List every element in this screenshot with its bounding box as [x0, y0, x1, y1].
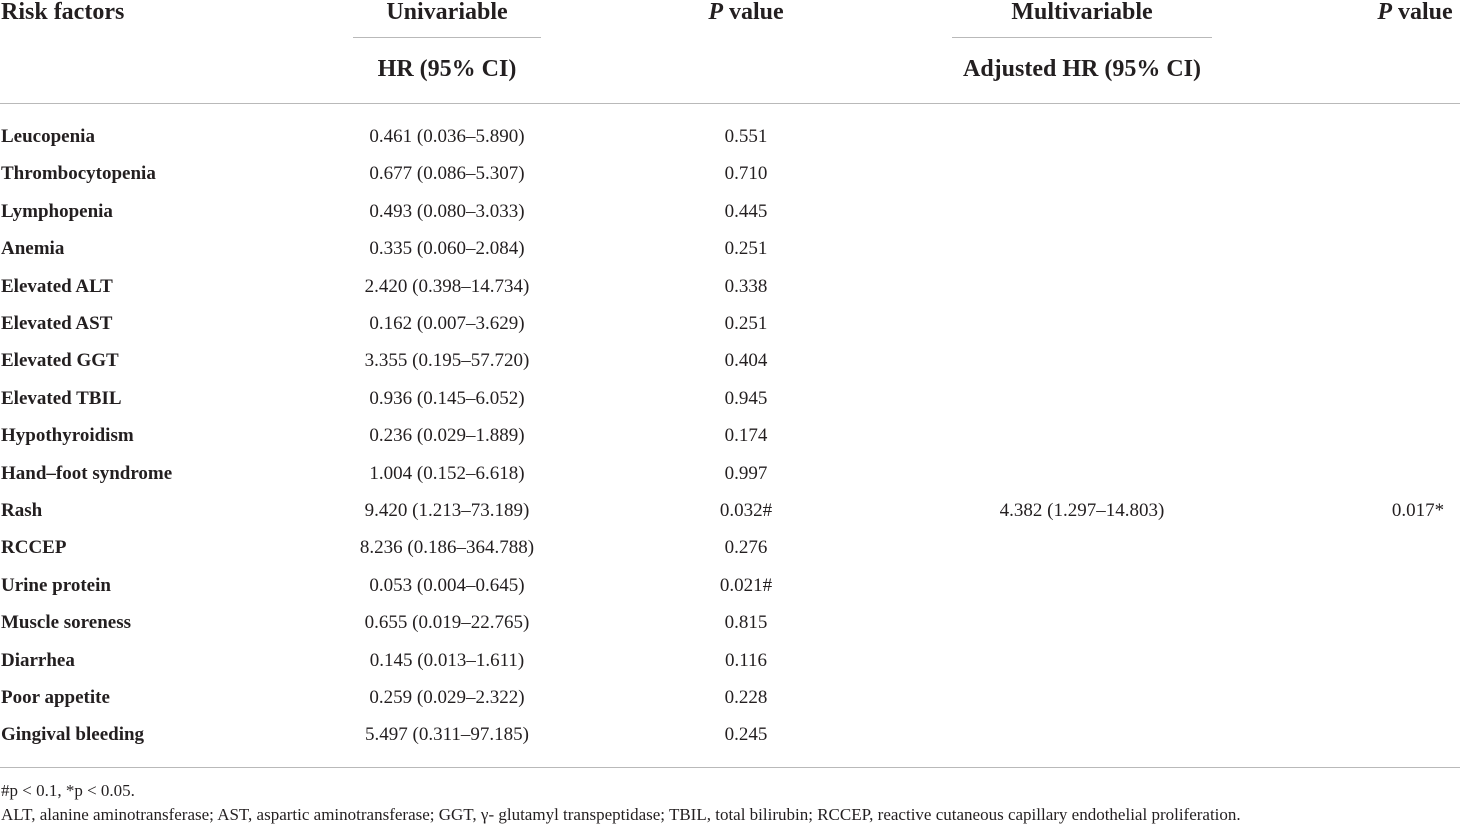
risk-factor-label: Leucopenia	[1, 126, 95, 147]
risk-factor-label: Gingival bleeding	[1, 724, 145, 745]
table-row	[0, 417, 1460, 454]
p-value-univariable: 0.276	[724, 537, 768, 558]
p-value-univariable: 0.251	[724, 238, 768, 259]
p-value-univariable: 0.116	[724, 650, 768, 671]
table-row	[0, 604, 1460, 641]
p-value-multivariable: 0.017*	[1391, 500, 1445, 521]
footnote-abbreviations: ALT, alanine aminotransferase; AST, aspartic aminotransferase; GGT, γ- glutamyl transpeptidase; TBIL, total bilirubin; RCCEP, reactive cutaneous capillary endothelial proliferation.	[1, 805, 1241, 824]
table-row	[0, 380, 1460, 417]
hr-ci-value: 0.145 (0.013–1.611)	[369, 650, 525, 671]
header-p-value-multivariable	[1360, 0, 1460, 24]
p-symbol: P	[708, 0, 723, 25]
table-row	[0, 268, 1460, 305]
hr-ci-value: 1.004 (0.152–6.618)	[369, 463, 525, 484]
header-risk-factors: Risk factors	[1, 0, 125, 25]
p-value-univariable: 0.710	[724, 163, 768, 184]
table-row	[0, 679, 1460, 716]
table-row	[0, 529, 1460, 566]
p-value-univariable: 0.404	[724, 350, 768, 371]
table-row	[0, 155, 1460, 192]
table-row	[0, 567, 1460, 604]
hr-ci-value: 0.677 (0.086–5.307)	[369, 163, 525, 184]
adjusted-hr-ci-value: 4.382 (1.297–14.803)	[999, 500, 1165, 521]
p-value-univariable: 0.032#	[719, 500, 773, 521]
header-p-value-univariable	[690, 0, 802, 24]
hr-ci-value: 9.420 (1.213–73.189)	[364, 500, 530, 521]
table-row	[0, 193, 1460, 230]
risk-factor-label: Elevated GGT	[1, 350, 119, 371]
p-value-univariable: 0.445	[724, 201, 768, 222]
bottom-rule	[0, 767, 1460, 768]
p-value-univariable: 0.174	[724, 425, 768, 446]
p-value-univariable: 0.551	[724, 126, 768, 147]
table-row	[0, 305, 1460, 342]
hr-ci-value: 0.655 (0.019–22.765)	[364, 612, 530, 633]
risk-factor-label: Muscle soreness	[1, 612, 131, 633]
p-value-univariable: 0.228	[724, 687, 768, 708]
hr-ci-value: 0.493 (0.080–3.033)	[369, 201, 525, 222]
hr-ci-value: 0.053 (0.004–0.645)	[369, 575, 525, 596]
header-hr-ci: HR (95% CI)	[377, 56, 517, 82]
risk-factor-label: Elevated ALT	[1, 276, 113, 297]
hr-ci-value: 8.236 (0.186–364.788)	[359, 537, 535, 558]
risk-factor-label: Thrombocytopenia	[1, 163, 156, 184]
table-row	[0, 342, 1460, 379]
risk-factor-label: Urine protein	[1, 575, 111, 596]
p-value-univariable: 0.997	[724, 463, 768, 484]
risk-factor-label: Elevated AST	[1, 313, 113, 334]
table-row	[0, 716, 1460, 753]
hr-ci-value: 5.497 (0.311–97.185)	[365, 724, 529, 745]
table-row	[0, 492, 1460, 529]
p-value-univariable: 0.338	[724, 276, 768, 297]
hr-ci-value: 0.259 (0.029–2.322)	[369, 687, 525, 708]
table-row	[0, 230, 1460, 267]
table-row	[0, 642, 1460, 679]
p-value-word: value	[1392, 0, 1453, 25]
p-value-univariable: 0.021#	[719, 575, 773, 596]
p-value-univariable: 0.251	[724, 313, 768, 334]
risk-factor-label: Elevated TBIL	[1, 388, 122, 409]
hr-ci-value: 0.162 (0.007–3.629)	[369, 313, 525, 334]
risk-factor-label: RCCEP	[1, 537, 67, 558]
header-rule	[0, 103, 1460, 104]
risk-factor-label: Anemia	[1, 238, 65, 259]
header-multivariable: Multivariable	[1011, 0, 1153, 25]
p-value-word: value	[723, 0, 784, 25]
risk-factor-label: Diarrhea	[1, 650, 75, 671]
univariable-underline	[353, 37, 541, 38]
risk-factor-label: Rash	[1, 500, 43, 521]
hr-ci-value: 3.355 (0.195–57.720)	[364, 350, 530, 371]
table-row	[0, 118, 1460, 155]
multivariable-underline	[952, 37, 1212, 38]
hr-ci-value: 0.335 (0.060–2.084)	[369, 238, 525, 259]
p-value-univariable: 0.945	[724, 388, 768, 409]
p-value-univariable: 0.815	[724, 612, 768, 633]
p-value-univariable: 0.245	[724, 724, 768, 745]
risk-factor-label: Poor appetite	[1, 687, 110, 708]
risk-factor-label: Lymphopenia	[1, 201, 113, 222]
hr-ci-value: 0.936 (0.145–6.052)	[369, 388, 525, 409]
hr-ci-value: 2.420 (0.398–14.734)	[364, 276, 530, 297]
risk-factor-label: Hypothyroidism	[1, 425, 134, 446]
p-symbol: P	[1377, 0, 1392, 25]
header-adjusted-hr-ci: Adjusted HR (95% CI)	[962, 56, 1201, 82]
hr-ci-value: 0.461 (0.036–5.890)	[369, 126, 525, 147]
risk-factor-label: Hand–foot syndrome	[1, 463, 173, 484]
table-row	[0, 455, 1460, 492]
footnote-significance: #p < 0.1, *p < 0.05.	[1, 781, 135, 800]
hr-ci-value: 0.236 (0.029–1.889)	[369, 425, 525, 446]
header-univariable: Univariable	[386, 0, 508, 25]
